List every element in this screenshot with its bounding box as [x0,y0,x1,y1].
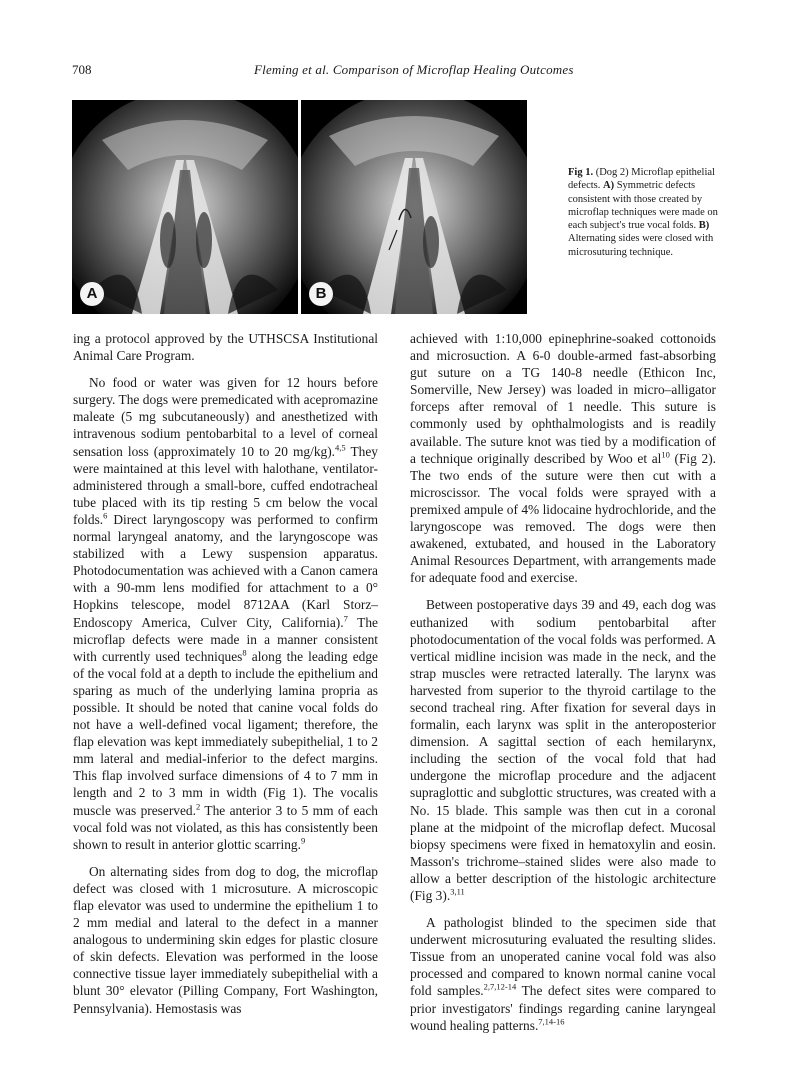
paragraph: On alternating sides from dog to dog, the microflap defect was closed with 1 microsuture. A microscopic flap elevator was used to undermine the epithelium 1 to 2 mm medial and lateral to the defect in a manner analogous to undermining skin edges for plastic closure of skin defects. Elevation was performed in the loose connective tissue layer immediately subepithelial with a blunt 30° elevator (Pilling Company, Fort Washington, Pennsylvania). Hemostasis was [73,863,378,1016]
panel-label-b: B [309,282,333,306]
running-head: Fleming et al. Comparison of Microflap Healing Outcomes [254,62,574,77]
left-column [73,330,378,1017]
caption-a-label: A) [602,180,615,192]
citation: 9 [300,835,306,846]
paragraph [73,374,378,853]
right-column [410,330,716,1034]
text-run: (Fig 2). The two ends of the suture were then cut with a microscissor. The vocal folds were sprayed with a premixed ampule of 4% lidocaine hydrochloride, and the laryngoscope was removed. The dogs were then awakened, extubated, and housed in the Laboratory Animal Resources Department, with arrangements made for adequate food and exercise. [410,450,717,586]
citation: 8 [242,647,247,658]
citation: 7 [343,613,348,624]
text-run: The microflap defects were made in a manner consistent with currently used techniques [73,614,378,664]
paragraph [410,914,716,1034]
caption-label: Fig 1. [568,167,594,178]
page-number: 708 [72,62,92,77]
caption-text-1: (Dog 2) Microflap epithelial defects. [568,167,715,192]
page-header [72,62,722,82]
text-run: Direct laryngoscopy was performed to confirm normal laryngeal anatomy, and the laryngoscope was stabilized with a Lewy suspension apparatus. Photodocumentation was achieved with a Canon camera with a 90-mm lens modified for attachment to a 0° Hopkins telescope, model 8712AA (Karl Storz–Endoscopy America, Culver City, California). [73,511,378,630]
text-run: Between postoperative days 39 and 49, each dog was euthanized with sodium pentobarbital after photodocumentation of the vocal folds was performed. A vertical midline incision was made in the neck, and the strap muscles were retracted laterally. The larynx was harvested from superior to the thyroid cartilage to the second tracheal ring. After fixation for several days in formalin, each larynx was split in the anteroposterior dimension. A sagittal section of each hemilarynx, including the section of the vocal fold that had undergone the microflap procedure and the adjacent supraglottic and subglottic structures, was created with a No. 15 blade. This sample was then cut in a coronal plane at the midpoint of the microflap defect. Mucosal biopsy specimens were fixed in hematoxylin and eosin. Masson's trichrome–stained slides were also made to allow a better description of the histologic architecture (Fig 3). [410,597,716,903]
caption-text-a: Symmetric defects consistent with those created by microflap techniques were made on each subject's true vocal folds. [568,180,718,232]
text-run: along the leading edge of the vocal fold at a depth to include the epithelium and sparing as much of the underlying lamina propria as possible. It should be noted that canine vocal folds do not have a well-defined vocal ligament; therefore, the flap elevation was kept immediately subepithelial, 1 to 2 mm lateral and medial-inferior to the defect margins. This flap involved surface dimensions of 4 to 7 mm in length and 2 to 3 mm in width (Fig 1). The vocalis muscle was preserved. [73,648,378,818]
citation: 7,14-16 [538,1016,565,1027]
endoscopic-photo-a [72,100,298,314]
citation: 4,5 [335,442,346,453]
text-run: They were maintained at this level with halothane, ventilator-administered through a small-bore, cuffed endotracheal tube placed with its tip resting 5 cm below the vocal folds. [73,443,378,527]
caption-b-label: B) [698,220,710,232]
citation: 6 [103,510,108,521]
citation: 2,7,12-14 [483,982,517,992]
paragraph: ing a protocol approved by the UTHSCSA Institutional Animal Care Program. [73,331,378,364]
paragraph [410,330,716,586]
caption-text-b: Alternating sides were closed with microsuturing technique. [568,233,714,258]
citation: 2 [195,801,201,812]
text-run: achieved with 1:10,000 epinephrine-soaked cottonoids and microsuction. A 6-0 double-armed fast-absorbing gut suture on a TG 140-8 needle (Ethicon Inc, Somerville, New Jersey) was loaded in micro–alligator forceps after removal of 1 needle. This suture is commonly used by ophthalmologists and is readily available. The suture knot was tied by a modification of a technique originally described by Woo et al [410,331,716,466]
text-run: No food or water was given for 12 hours before surgery. The dogs were premedicated with acepromazine maleate (5 mg subcutaneously) and anesthetized with intravenous sodium pentobarbital to a level of corneal sensation loss (approximately 10 to 20 mg/kg). [73,375,378,459]
citation: 10 [661,449,670,460]
paragraph [410,596,716,904]
panel-label-a: A [80,282,104,306]
text-run: The defect sites were compared to prior investigators' findings regarding canine laryngeal wound healing patterns. [410,983,716,1033]
text-run: A pathologist blinded to the specimen side that underwent microsuturing evaluated the resulting slides. Tissue from an unoperated canine vocal fold was also processed and compared to known normal canine vocal fold samples. [410,915,716,999]
endoscopic-photo-b [301,100,527,314]
citation: 3,11 [450,886,465,897]
figure-panel-a [72,100,298,314]
figure-caption [568,166,718,259]
figure-panel-b [301,100,527,314]
text-run: The anterior 3 to 5 mm of each vocal fold was not violated, as this has consistently been shown to result in anterior glottic scarring. [73,802,379,852]
